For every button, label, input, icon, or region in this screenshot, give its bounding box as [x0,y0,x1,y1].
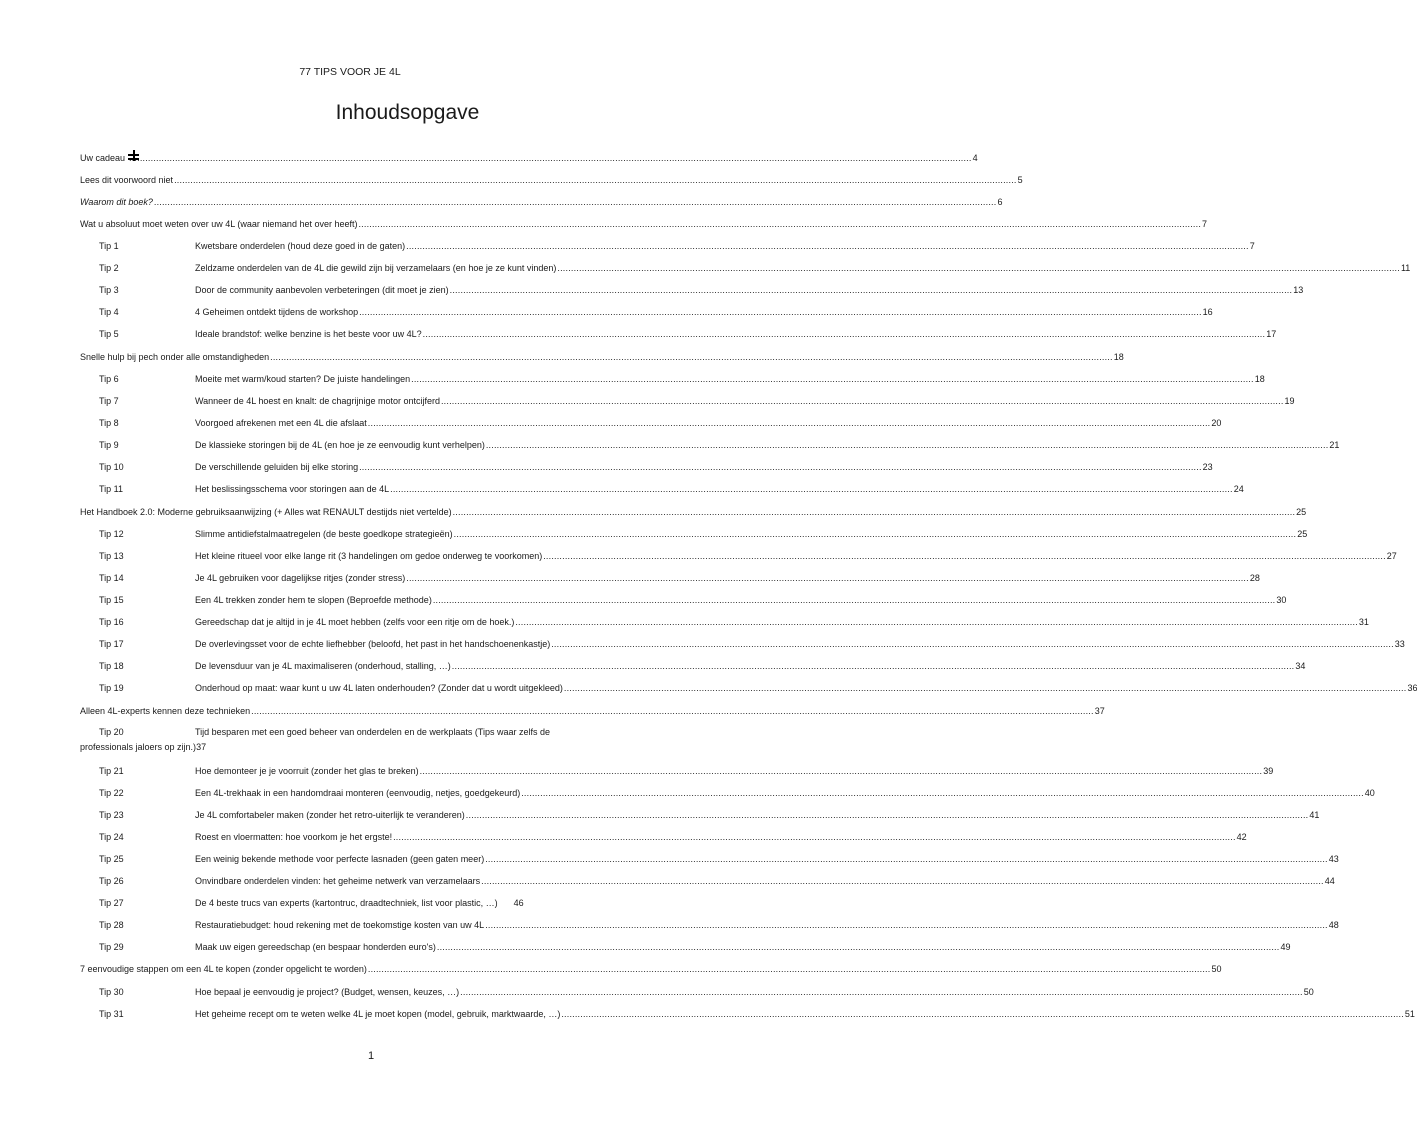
dot-leader [460,982,1303,1002]
toc-entry-title: Restauratiebudget: houd rekening met de toekomstige kosten van uw 4L [195,920,485,930]
dot-leader [521,783,1364,803]
toc-page-number: 49 [1280,942,1291,952]
toc-tip-entry[interactable] [99,280,1304,300]
toc-tip-number: Tip 31 [99,1009,124,1019]
dot-leader [564,678,1407,698]
toc-page-number: 37 [1094,706,1105,716]
running-header: 77 TIPS VOOR JE 4L [299,66,401,78]
toc-page-number: 33 [1394,639,1405,649]
toc-page-number: 34 [1295,661,1306,671]
toc-entry-title: Maak uw eigen gereedschap (en bespaar honderden euro's) [195,942,436,952]
toc-page-number: 18 [1254,374,1265,384]
toc-page-number: 43 [1328,854,1339,864]
toc-entry-title: Moeite met warm/koud starten? De juiste handelingen [195,374,411,384]
toc-tip-entry[interactable] [99,435,1340,455]
toc-entry-title: Door de community aanbevolen verbeteringen (dit moet je zien) [195,285,449,295]
toc-page-number: 28 [1249,573,1260,583]
toc-tip-number: Tip 15 [99,595,124,605]
toc-page-number: 48 [1328,920,1339,930]
dot-leader [453,502,1296,522]
toc-tip-entry[interactable] [99,413,1222,433]
toc-tip-entry[interactable] [80,725,669,759]
dot-leader [393,827,1236,847]
toc-tip-entry[interactable] [99,871,1335,891]
toc-entry-title: Wat u absoluut moet weten over uw 4L (waar niemand het over heeft) [80,219,358,229]
toc-page-number: 18 [1113,352,1124,362]
toc-entry-title: Het kleine ritueel voor elke lange rit (3 handelingen om gedoe onderweg te voorkomen) [195,551,543,561]
dot-leader [485,849,1328,869]
toc-entry-title: Hoe demonteer je je voorruit (zonder het glas te breken) [195,766,419,776]
dot-leader [174,170,1017,190]
toc-entry-title: De klassieke storingen bij de 4L (en hoe je ze eenvoudig kunt verhelpen) [195,440,485,450]
toc-entry-title-continued: professionals jaloers op zijn.) [80,742,197,752]
toc-page-number: 51 [1404,1009,1415,1019]
dot-leader [359,457,1202,477]
toc-entry-title: Alleen 4L-experts kennen deze technieken [80,706,251,716]
dot-leader [406,236,1249,256]
toc-entry-title: Het beslissingsschema voor storingen aan de 4L [195,484,390,494]
toc-tip-entry[interactable] [99,612,1369,632]
toc-entry-title: Waarom dit boek? [80,197,153,207]
toc-page-number: 25 [1296,507,1307,517]
toc-page-number: 30 [1276,595,1287,605]
toc-tip-number: Tip 18 [99,661,124,671]
toc-tip-number: Tip 11 [99,484,124,494]
dot-leader [454,524,1297,544]
toc-tip-number: Tip 19 [99,683,124,693]
toc-tip-entry[interactable] [99,524,1308,544]
toc-tip-number: Tip 22 [99,788,124,798]
toc-page-number: 24 [1233,484,1244,494]
toc-page-number: 41 [1309,810,1320,820]
toc-page-number: 23 [1202,462,1213,472]
toc-tip-number: Tip 24 [99,832,124,842]
dot-leader [390,479,1233,499]
toc-entry-title: De levensduur van je 4L maximaliseren (onderhoud, stalling, …) [195,661,451,671]
toc-page-number: 21 [1329,440,1340,450]
toc-page-number: 5 [1017,175,1023,185]
toc-page-number: 37 [196,742,207,752]
toc-entry-title: Een 4L-trekhaak in een handomdraai monteren (eenvoudig, netjes, goedgekeurd) [195,788,521,798]
toc-tip-entry[interactable] [99,982,1314,1002]
dot-leader [452,656,1295,676]
toc-tip-number: Tip 3 [99,285,119,295]
dot-leader [486,435,1329,455]
toc-tip-entry[interactable] [99,893,669,913]
page-number: 1 [367,1050,375,1062]
dot-leader [423,324,1266,344]
toc-tip-number: Tip 20 [99,727,124,737]
dot-leader [358,214,1201,234]
toc-entry-title: Zeldzame onderdelen van de 4L die gewild zijn bij verzamelaars (en hoe je ze kunt vinden) [195,263,557,273]
toc-page-number: 16 [1202,307,1213,317]
toc-tip-number: Tip 16 [99,617,124,627]
toc-tip-entry[interactable] [99,656,1306,676]
toc-page-number: 36 [1407,683,1417,693]
toc-chapter-entry[interactable] [80,347,1124,367]
toc-tip-number: Tip 4 [99,307,119,317]
toc-tip-number: Tip 1 [99,241,119,251]
dot-leader [411,369,1254,389]
toc-tip-number: Tip 12 [99,529,124,539]
dot-leader [359,302,1202,322]
dot-leader [481,871,1324,891]
toc-tip-entry[interactable] [99,302,1213,322]
toc-page-number: 27 [1386,551,1397,561]
dot-leader [543,546,1386,566]
dot-leader [515,612,1358,632]
toc-page-number: 17 [1266,329,1277,339]
dot-leader [251,701,1094,721]
toc-chapter-entry[interactable] [80,502,1307,522]
toc-page-number: 42 [1236,832,1247,842]
toc-tip-entry[interactable] [99,937,1291,957]
toc-tip-entry[interactable] [99,1004,1415,1024]
dot-leader [154,192,997,212]
toc-tip-entry[interactable] [99,634,1405,654]
toc-entry-title: Het geheime recept om te weten welke 4L je moet kopen (model, gebruik, marktwaarde, …) [195,1009,561,1019]
toc-page-number: 19 [1284,396,1295,406]
toc-chapter-entry[interactable] [80,701,1105,721]
toc-tip-number: Tip 26 [99,876,124,886]
toc-tip-entry[interactable] [99,827,1247,847]
toc-tip-number: Tip 27 [99,898,124,908]
toc-entry-title: Onderhoud op maat: waar kunt u uw 4L laten onderhouden? (Zonder dat u wordt uitgekleed) [195,683,563,693]
toc-entry-title: Wanneer de 4L hoest en knalt: de chagrijnige motor ontcijferd [195,396,440,406]
toc-page-number: 40 [1364,788,1375,798]
toc-entry-title: Hoe bepaal je eenvoudig je project? (Budget, wensen, keuzes, …) [195,987,460,997]
dot-leader [466,805,1309,825]
toc-entry-title: Een weinig bekende methode voor perfecte lasnaden (geen gaten meer) [195,854,485,864]
toc-tip-number: Tip 29 [99,942,124,952]
toc-tip-entry[interactable] [99,568,1260,588]
toc-tip-number: Tip 9 [99,440,119,450]
toc-entry-title: 4 Geheimen ontdekt tijdens de workshop [195,307,359,317]
toc-chapter-entry[interactable] [80,170,1023,190]
toc-entry-title: De verschillende geluiden bij elke storing [195,462,359,472]
toc-title: Inhoudsopgave [335,101,480,124]
toc-tip-number: Tip 25 [99,854,124,864]
toc-page-number: 44 [1324,876,1335,886]
toc-chapter-entry[interactable] [80,192,1003,212]
toc-tip-number: Tip 21 [99,766,124,776]
toc-page-number: 50 [1211,964,1222,974]
toc-entry-title: 7 eenvoudige stappen om een 4L te kopen (zonder opgelicht te worden) [80,964,367,974]
toc-page-number: 50 [1303,987,1314,997]
toc-page-number: 39 [1263,766,1274,776]
toc-page-number: 7 [1202,219,1208,229]
dot-leader [433,590,1276,610]
dot-leader [441,391,1284,411]
toc-entry-title: Slimme antidiefstalmaatregelen (de beste goedkope strategieën) [195,529,453,539]
toc-tip-number: Tip 8 [99,418,119,428]
toc-entry-title: Het Handboek 2.0: Moderne gebruiksaanwijzing (+ Alles wat RENAULT destijds niet vertelde) [80,507,452,517]
dot-leader [551,634,1394,654]
toc-entry-title: De overlevingsset voor de echte liefhebber (beloofd, het past in het handschoenenkastje) [195,639,551,649]
toc-tip-number: Tip 10 [99,462,124,472]
dot-leader [270,347,1113,367]
toc-entry-title: Ideale brandstof: welke benzine is het beste voor uw 4L? [195,329,422,339]
toc-entry-title: Je 4L gebruiken voor dagelijkse ritjes (zonder stress) [195,573,406,583]
toc-entry-title: Snelle hulp bij pech onder alle omstandigheden [80,352,270,362]
toc-tip-entry[interactable] [99,783,1375,803]
toc-page-number: 13 [1293,285,1304,295]
toc-entry-title: Voorgoed afrekenen met een 4L die afslaat [195,418,367,428]
dot-leader [557,258,1400,278]
dot-leader [450,280,1293,300]
toc-page-number: 7 [1249,241,1255,251]
toc-entry-title: Onvindbare onderdelen vinden: het geheime netwerk van verzamelaars [195,876,481,886]
toc-entry-title: Kwetsbare onderdelen (houd deze goed in de gaten) [195,241,406,251]
toc-page-number: 46 [513,898,524,908]
dot-leader [437,937,1280,957]
toc-tip-entry[interactable] [99,546,1397,566]
toc-chapter-entry[interactable] [80,214,1208,234]
toc-tip-number: Tip 28 [99,920,124,930]
toc-entry-title: Een 4L trekken zonder hem te slopen (Beproefde methode) [195,595,432,605]
dot-leader [485,915,1328,935]
toc-entry-title: De 4 beste trucs van experts (kartontruc, draadtechniek, list voor plastic, …) [195,898,498,908]
toc-page-number: 11 [1400,263,1411,273]
toc-chapter-entry[interactable] [80,148,978,168]
toc-tip-entry[interactable] [99,590,1287,610]
toc-page-number: 4 [972,153,978,163]
toc-entry-title: Gereedschap dat je altijd in je 4L moet hebben (zelfs voor een ritje om de hoek.) [195,617,515,627]
toc-tip-entry[interactable] [99,678,1417,698]
dot-leader [561,1004,1404,1024]
toc-entry-title: Lees dit voorwoord niet [80,175,174,185]
dot-leader [368,959,1211,979]
toc-tip-entry[interactable] [99,369,1265,389]
toc-tip-entry[interactable] [99,915,1339,935]
toc-tip-number: Tip 23 [99,810,124,820]
toc-page-number: 25 [1297,529,1308,539]
toc-tip-entry[interactable] [99,236,1255,256]
toc-tip-number: Tip 2 [99,263,119,273]
toc-tip-entry[interactable] [99,761,1274,781]
dot-leader [420,761,1263,781]
toc-tip-entry[interactable] [99,324,1277,344]
toc-tip-entry[interactable] [99,457,1213,477]
dot-leader [406,568,1249,588]
toc-entry-title: Tijd besparen met een goed beheer van onderdelen en de werkplaats (Tips waar zelfs de [195,727,551,737]
dot-leader [129,148,972,168]
toc-tip-number: Tip 13 [99,551,124,561]
toc-tip-entry[interactable] [99,479,1244,499]
toc-tip-entry[interactable] [99,391,1295,411]
toc-tip-number: Tip 7 [99,396,119,406]
toc-tip-number: Tip 6 [99,374,119,384]
toc-page-number: 6 [997,197,1003,207]
toc-entry-title: Uw cadeau [80,153,126,163]
toc-tip-number: Tip 17 [99,639,124,649]
toc-page-number: 20 [1211,418,1222,428]
dot-leader [368,413,1211,433]
toc-tip-entry[interactable] [99,849,1339,869]
toc-chapter-entry[interactable] [80,959,1222,979]
toc-tip-entry[interactable] [99,258,1411,278]
toc-entry-title: Roest en vloermatten: hoe voorkom je het ergste! [195,832,393,842]
toc-tip-number: Tip 5 [99,329,119,339]
toc-tip-entry[interactable] [99,805,1320,825]
toc-tip-number: Tip 14 [99,573,124,583]
toc-entry-title: Je 4L comfortabeler maken (zonder het retro-uiterlijk te veranderen) [195,810,465,820]
toc-tip-number: Tip 30 [99,987,124,997]
toc-page-number: 31 [1358,617,1369,627]
